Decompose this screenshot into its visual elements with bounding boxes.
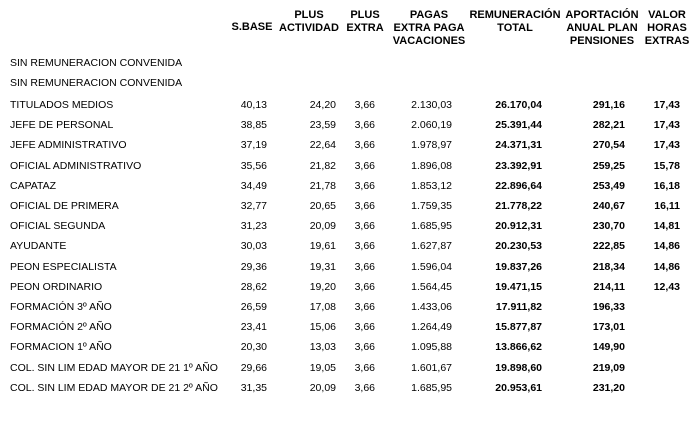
row-name: COL. SIN LIM EDAD MAYOR DE 21 2º AÑO bbox=[10, 381, 218, 394]
row-name: OFICIAL SEGUNDA bbox=[10, 220, 106, 233]
cell-valor-horas: 14,86 bbox=[653, 260, 680, 273]
cell-plus-actividad: 20,09 bbox=[309, 220, 336, 233]
row-name: COL. SIN LIM EDAD MAYOR DE 21 1º AÑO bbox=[10, 361, 218, 374]
cell-plus-actividad: 22,64 bbox=[309, 139, 336, 152]
row-name: AYUDANTE bbox=[10, 240, 67, 253]
table-row bbox=[0, 96, 692, 116]
cell-s-base: 35,56 bbox=[240, 159, 267, 172]
cell-valor-horas: 14,81 bbox=[653, 220, 680, 233]
cell-pagas-extra: 1.596,04 bbox=[411, 260, 452, 273]
cell-aportacion-plan: 231,20 bbox=[592, 381, 625, 394]
cell-s-base: 34,49 bbox=[240, 179, 267, 192]
row-name: TITULADOS MEDIOS bbox=[10, 99, 114, 111]
cell-valor-horas: 17,43 bbox=[653, 99, 680, 111]
cell-plus-extra: 3,66 bbox=[354, 260, 375, 273]
cell-s-base: 31,35 bbox=[240, 381, 267, 394]
row-name: OFICIAL ADMINISTRATIVO bbox=[10, 159, 142, 172]
cell-pagas-extra: 1.896,08 bbox=[411, 159, 452, 172]
table-row bbox=[0, 157, 692, 177]
cell-plus-extra: 3,66 bbox=[354, 179, 375, 192]
table-row bbox=[0, 177, 692, 197]
table-row bbox=[0, 197, 692, 217]
cell-aportacion-plan: 259,25 bbox=[592, 159, 625, 172]
cell-plus-actividad: 19,05 bbox=[309, 361, 336, 374]
table-row bbox=[0, 258, 692, 278]
cell-aportacion-plan: 173,01 bbox=[592, 321, 625, 334]
cell-remuneracion-total: 20.953,61 bbox=[495, 381, 542, 394]
cell-aportacion-plan: 240,67 bbox=[592, 200, 625, 212]
row-name: JEFE ADMINISTRATIVO bbox=[10, 139, 127, 152]
cell-plus-extra: 3,66 bbox=[354, 240, 375, 253]
row-name: PEON ORDINARIO bbox=[10, 280, 103, 293]
cell-aportacion-plan: 270,54 bbox=[592, 139, 625, 152]
cell-aportacion-plan: 196,33 bbox=[592, 301, 625, 313]
cell-plus-extra: 3,66 bbox=[354, 159, 375, 172]
cell-pagas-extra: 1.685,95 bbox=[411, 381, 452, 394]
cell-remuneracion-total: 24.371,31 bbox=[495, 139, 542, 152]
cell-pagas-extra: 1.853,12 bbox=[411, 179, 452, 192]
header-plus-extra: PLUS EXTRA bbox=[346, 9, 384, 34]
cell-aportacion-plan: 230,70 bbox=[592, 220, 625, 233]
cell-plus-actividad: 21,78 bbox=[309, 179, 336, 192]
cell-pagas-extra: 1.564,45 bbox=[411, 280, 452, 293]
cell-remuneracion-total: 22.896,64 bbox=[495, 179, 542, 192]
table-row bbox=[0, 278, 692, 298]
cell-pagas-extra: 1.759,35 bbox=[411, 200, 452, 212]
table-row bbox=[0, 359, 692, 379]
cell-aportacion-plan: 218,34 bbox=[592, 260, 625, 273]
cell-s-base: 38,85 bbox=[240, 119, 267, 132]
table-row bbox=[0, 338, 692, 358]
cell-remuneracion-total: 21.778,22 bbox=[495, 200, 542, 212]
cell-plus-extra: 3,66 bbox=[354, 341, 375, 354]
cell-remuneracion-total: 20.230,53 bbox=[495, 240, 542, 253]
cell-plus-actividad: 15,06 bbox=[309, 321, 336, 334]
cell-valor-horas: 14,86 bbox=[653, 240, 680, 253]
cell-valor-horas: 17,43 bbox=[653, 139, 680, 152]
cell-aportacion-plan: 149,90 bbox=[592, 341, 625, 354]
cell-pagas-extra: 1.264,49 bbox=[411, 321, 452, 334]
cell-valor-horas: 17,43 bbox=[653, 119, 680, 132]
cell-s-base: 31,23 bbox=[240, 220, 267, 233]
cell-remuneracion-total: 19.471,15 bbox=[495, 280, 542, 293]
cell-aportacion-plan: 282,21 bbox=[592, 119, 625, 132]
cell-plus-extra: 3,66 bbox=[354, 139, 375, 152]
cell-s-base: 28,62 bbox=[240, 280, 267, 293]
cell-plus-actividad: 24,20 bbox=[309, 99, 336, 111]
header-pagas-extra: PAGAS EXTRA PAGA VACACIONES bbox=[392, 9, 466, 47]
cell-aportacion-plan: 222,85 bbox=[592, 240, 625, 253]
cell-pagas-extra: 2.130,03 bbox=[411, 99, 452, 111]
table-row bbox=[0, 217, 692, 237]
header-remuneracion-total: REMUNERACIÓN TOTAL bbox=[469, 9, 561, 34]
row-name: JEFE DE PERSONAL bbox=[10, 119, 114, 132]
cell-aportacion-plan: 219,09 bbox=[592, 361, 625, 374]
cell-pagas-extra: 2.060,19 bbox=[411, 119, 452, 132]
cell-s-base: 20,30 bbox=[240, 341, 267, 354]
cell-aportacion-plan: 253,49 bbox=[592, 179, 625, 192]
cell-remuneracion-total: 15.877,87 bbox=[495, 321, 542, 334]
cell-pagas-extra: 1.601,67 bbox=[411, 361, 452, 374]
row-name: OFICIAL DE PRIMERA bbox=[10, 200, 119, 212]
cell-plus-actividad: 21,82 bbox=[309, 159, 336, 172]
note-sin-remuneracion: SIN REMUNERACION CONVENIDA bbox=[10, 77, 183, 89]
cell-remuneracion-total: 19.898,60 bbox=[495, 361, 542, 374]
cell-plus-actividad: 23,59 bbox=[309, 119, 336, 132]
cell-s-base: 37,19 bbox=[240, 139, 267, 152]
header-valor-horas: VALOR HORAS EXTRAS bbox=[644, 9, 690, 47]
cell-s-base: 30,03 bbox=[240, 240, 267, 253]
cell-remuneracion-total: 19.837,26 bbox=[495, 260, 542, 273]
cell-s-base: 40,13 bbox=[240, 99, 267, 111]
cell-plus-actividad: 20,09 bbox=[309, 381, 336, 394]
cell-plus-extra: 3,66 bbox=[354, 381, 375, 394]
row-name: CAPATAZ bbox=[10, 179, 57, 192]
cell-plus-actividad: 20,65 bbox=[309, 200, 336, 212]
table-row bbox=[0, 318, 692, 338]
header-plus-actividad: PLUS ACTIVIDAD bbox=[279, 9, 339, 34]
table-row bbox=[0, 136, 692, 156]
cell-plus-actividad: 19,31 bbox=[309, 260, 336, 273]
cell-plus-extra: 3,66 bbox=[354, 280, 375, 293]
header-s-base: S.BASE bbox=[231, 21, 273, 33]
cell-pagas-extra: 1.095,88 bbox=[411, 341, 452, 354]
cell-remuneracion-total: 17.911,82 bbox=[495, 301, 542, 313]
cell-pagas-extra: 1.978,97 bbox=[411, 139, 452, 152]
cell-remuneracion-total: 23.392,91 bbox=[495, 159, 542, 172]
cell-valor-horas: 12,43 bbox=[653, 280, 680, 293]
cell-remuneracion-total: 13.866,62 bbox=[495, 341, 542, 354]
cell-plus-extra: 3,66 bbox=[354, 220, 375, 233]
row-name: FORMACIÓN 2º AÑO bbox=[10, 321, 112, 334]
note-sin-remuneracion: SIN REMUNERACION CONVENIDA bbox=[10, 57, 183, 69]
table-row bbox=[0, 379, 692, 399]
cell-aportacion-plan: 214,11 bbox=[593, 280, 625, 293]
row-name: FORMACIÓN 3º AÑO bbox=[10, 301, 112, 313]
cell-plus-actividad: 19,20 bbox=[309, 280, 336, 293]
table-row bbox=[0, 298, 692, 318]
cell-plus-extra: 3,66 bbox=[354, 301, 375, 313]
cell-plus-extra: 3,66 bbox=[354, 321, 375, 334]
cell-s-base: 26,59 bbox=[240, 301, 267, 313]
cell-remuneracion-total: 20.912,31 bbox=[495, 220, 542, 233]
cell-valor-horas: 16,11 bbox=[654, 200, 680, 212]
cell-plus-extra: 3,66 bbox=[354, 361, 375, 374]
cell-s-base: 23,41 bbox=[240, 321, 267, 334]
row-name: PEON ESPECIALISTA bbox=[10, 260, 117, 273]
cell-aportacion-plan: 291,16 bbox=[592, 99, 625, 111]
cell-valor-horas: 15,78 bbox=[653, 159, 680, 172]
cell-plus-actividad: 17,08 bbox=[309, 301, 336, 313]
cell-valor-horas: 16,18 bbox=[653, 179, 680, 192]
cell-plus-extra: 3,66 bbox=[354, 119, 375, 132]
cell-s-base: 29,36 bbox=[240, 260, 267, 273]
cell-s-base: 32,77 bbox=[240, 200, 267, 212]
cell-pagas-extra: 1.685,95 bbox=[411, 220, 452, 233]
cell-remuneracion-total: 26.170,04 bbox=[495, 99, 542, 111]
row-name: FORMACION 1º AÑO bbox=[10, 341, 112, 354]
cell-s-base: 29,66 bbox=[240, 361, 267, 374]
cell-plus-actividad: 19,61 bbox=[309, 240, 336, 253]
table-row bbox=[0, 237, 692, 257]
cell-pagas-extra: 1.433,06 bbox=[411, 301, 452, 313]
table-row bbox=[0, 116, 692, 136]
header-aportacion-plan: APORTACIÓN ANUAL PLAN PENSIONES bbox=[565, 9, 639, 47]
cell-pagas-extra: 1.627,87 bbox=[411, 240, 452, 253]
cell-remuneracion-total: 25.391,44 bbox=[495, 119, 542, 132]
cell-plus-extra: 3,66 bbox=[354, 200, 375, 212]
cell-plus-extra: 3,66 bbox=[354, 99, 375, 111]
cell-plus-actividad: 13,03 bbox=[309, 341, 336, 354]
